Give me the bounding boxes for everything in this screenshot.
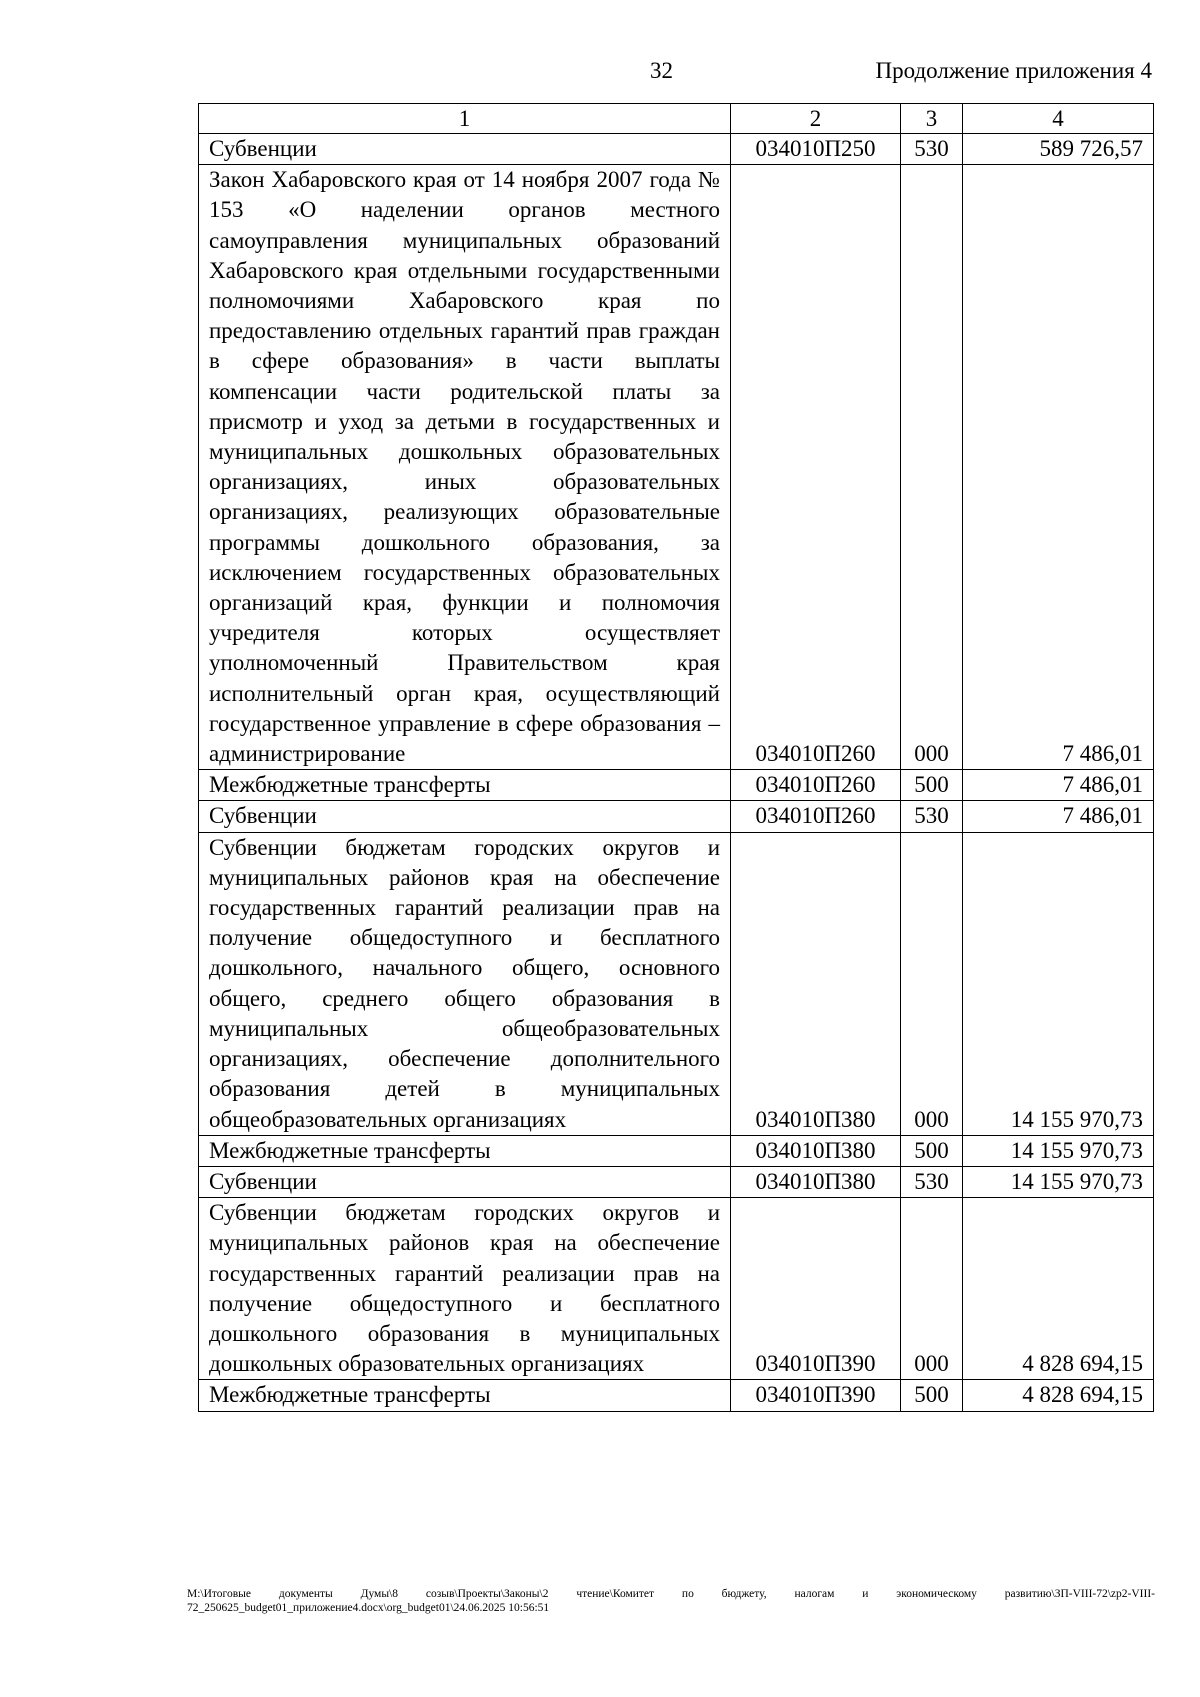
budget-table: [198, 103, 1154, 1412]
row-description: Межбюджетные трансферты: [199, 1380, 731, 1411]
row-target-code: 034010П250: [731, 134, 901, 165]
table-row: [199, 1380, 1154, 1411]
row-description: Межбюджетные трансферты: [199, 770, 731, 801]
row-expense-type: 530: [901, 134, 963, 165]
row-expense-type: 000: [901, 165, 963, 770]
row-expense-type: 500: [901, 770, 963, 801]
continuation-title: Продолжение приложения 4: [875, 58, 1152, 83]
row-target-code: 034010П260: [731, 165, 901, 770]
row-amount: 7 486,01: [963, 770, 1154, 801]
row-amount: 14 155 970,73: [963, 832, 1154, 1135]
row-amount: 14 155 970,73: [963, 1166, 1154, 1197]
row-description: Субвенции бюджетам городских округов и муниципальных районов края на обеспечение государственных гарантий реализации прав на получение общедоступного и бесплатного дошкольного, начального общего, основного общего, среднего общего образования в муниципальных общеобразовательных организациях, обеспечение дополнительного образования детей в муниципальных общеобразовательных организациях: [199, 832, 731, 1135]
row-expense-type: 000: [901, 832, 963, 1135]
table-row: [199, 1135, 1154, 1166]
row-target-code: 034010П260: [731, 770, 901, 801]
row-target-code: 034010П390: [731, 1380, 901, 1411]
column-header: 3: [901, 104, 963, 134]
row-expense-type: 530: [901, 1166, 963, 1197]
row-description: Межбюджетные трансферты: [199, 1135, 731, 1166]
row-expense-type: 500: [901, 1380, 963, 1411]
file-path-footer: M:\Итоговые документы Думы\8 созыв\Проекты\Законы\2 чтение\Комитет по бюджету, налогам и экономическому развитию\ЗП-VIII-72\zp2-VIII-72_250625_budget01_приложение4.docx\org_budget01\24.06.2025 10:56:51: [187, 1588, 1155, 1614]
row-expense-type: 000: [901, 1198, 963, 1380]
row-target-code: 034010П260: [731, 801, 901, 832]
row-description: Закон Хабаровского края от 14 ноября 2007 года № 153 «О наделении органов местного самоуправления муниципальных образований Хабаровского края отдельными государственными полномочиями Хабаровского края по предоставлению отдельных гарантий прав граждан в сфере образования» в части выплаты компенсации части родительской платы за присмотр и уход за детьми в государственных и муниципальных дошкольных образовательных организациях, иных образовательных организациях, реализующих образовательные программы дошкольного образования, за исключением государственных образовательных организаций края, функции и полномочия учредителя которых осуществляет уполномоченный Правительством края исполнительный орган края, осуществляющий государственное управление в сфере образования – администрирование: [199, 165, 731, 770]
table-row: [199, 1198, 1154, 1380]
row-expense-type: 500: [901, 1135, 963, 1166]
table-row: [199, 134, 1154, 165]
row-amount: 4 828 694,15: [963, 1198, 1154, 1380]
row-description: Субвенции бюджетам городских округов и муниципальных районов края на обеспечение государственных гарантий реализации прав на получение общедоступного и бесплатного дошкольного образования в муниципальных дошкольных образовательных организациях: [199, 1198, 731, 1380]
row-target-code: 034010П380: [731, 1166, 901, 1197]
column-header: 1: [199, 104, 731, 134]
table-row: [199, 770, 1154, 801]
row-target-code: 034010П390: [731, 1198, 901, 1380]
table-row: [199, 801, 1154, 832]
column-header: 4: [963, 104, 1154, 134]
column-header: 2: [731, 104, 901, 134]
row-target-code: 034010П380: [731, 832, 901, 1135]
table-row: [199, 165, 1154, 770]
table-row: [199, 832, 1154, 1135]
row-target-code: 034010П380: [731, 1135, 901, 1166]
row-amount: 7 486,01: [963, 165, 1154, 770]
table-row: [199, 1166, 1154, 1197]
row-amount: 14 155 970,73: [963, 1135, 1154, 1166]
row-description: Субвенции: [199, 134, 731, 165]
row-expense-type: 530: [901, 801, 963, 832]
row-amount: 4 828 694,15: [963, 1380, 1154, 1411]
row-amount: 7 486,01: [963, 801, 1154, 832]
row-amount: 589 726,57: [963, 134, 1154, 165]
row-description: Субвенции: [199, 801, 731, 832]
table-header-row: [199, 104, 1154, 134]
page-number: 32: [650, 58, 673, 83]
row-description: Субвенции: [199, 1166, 731, 1197]
